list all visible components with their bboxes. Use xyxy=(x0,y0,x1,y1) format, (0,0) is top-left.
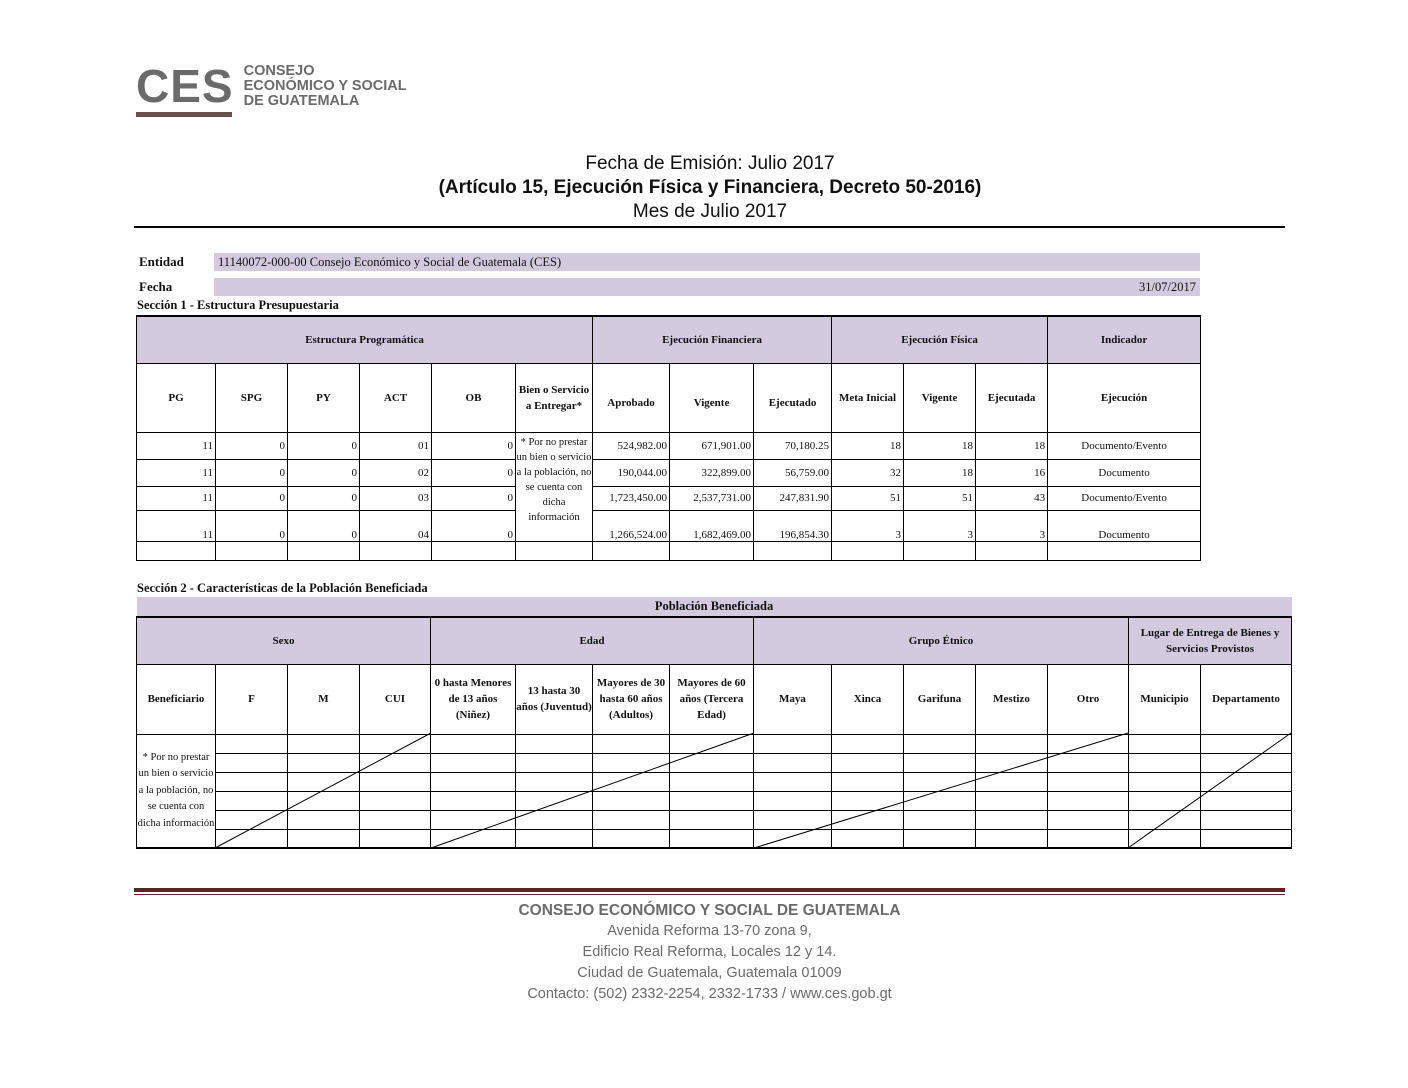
empty-cell xyxy=(976,753,1048,772)
cell-pg: 11 xyxy=(137,510,216,541)
cell-aprobado: 1,266,524.00 xyxy=(593,510,670,541)
cell-vigente: 1,682,469.00 xyxy=(670,510,754,541)
empty-cell xyxy=(754,734,832,753)
empty-cell xyxy=(360,791,431,810)
empty-cell xyxy=(670,753,754,772)
col-ninez: 0 hasta Menores de 13 años (Niñez) xyxy=(431,664,516,734)
empty-cell xyxy=(976,772,1048,791)
footer xyxy=(134,900,1285,1005)
empty-cell xyxy=(1129,772,1201,791)
empty-cell xyxy=(1201,829,1292,848)
empty-cell xyxy=(431,829,516,848)
empty-cell xyxy=(832,772,904,791)
cell-ejecutado: 56,759.00 xyxy=(754,459,832,486)
ces-logo xyxy=(136,60,407,112)
col-cui: CUI xyxy=(360,664,431,734)
col-pg: PG xyxy=(137,363,216,432)
footer-divider-thin xyxy=(134,894,1285,895)
empty-cell xyxy=(904,829,976,848)
cell-act: 04 xyxy=(360,510,432,541)
cell-ejecutada: 18 xyxy=(976,432,1048,459)
col-ejecutada: Ejecutada xyxy=(976,363,1048,432)
empty-cell xyxy=(1201,810,1292,829)
cell-meta: 32 xyxy=(832,459,904,486)
empty-cell xyxy=(360,810,431,829)
empty-cell xyxy=(832,791,904,810)
cell-act: 02 xyxy=(360,459,432,486)
empty-cell xyxy=(593,541,670,560)
empty-cell xyxy=(288,753,360,772)
col-meta-inicial: Meta Inicial xyxy=(832,363,904,432)
empty-cell xyxy=(976,810,1048,829)
empty-cell xyxy=(670,810,754,829)
empty-cell xyxy=(431,734,516,753)
group-sexo: Sexo xyxy=(137,617,431,664)
empty-cell xyxy=(1048,753,1129,772)
cell-vigente-fisica: 18 xyxy=(904,459,976,486)
cell-aprobado: 524,982.00 xyxy=(593,432,670,459)
empty-cell xyxy=(1048,829,1129,848)
table-row xyxy=(137,316,1201,363)
empty-cell xyxy=(976,734,1048,753)
table-row xyxy=(137,753,1292,772)
empty-cell xyxy=(754,810,832,829)
footer-contact: Contacto: (502) 2332-2254, 2332-1733 / www.ces.gob.gt xyxy=(527,986,892,1002)
empty-cell xyxy=(431,772,516,791)
table-row xyxy=(137,810,1292,829)
cell-aprobado: 1,723,450.00 xyxy=(593,486,670,510)
table-row xyxy=(137,486,1201,510)
logo-text xyxy=(244,64,407,109)
cell-spg: 0 xyxy=(216,486,288,510)
col-aprobado: Aprobado xyxy=(593,363,670,432)
group-estructura-programatica: Estructura Programática xyxy=(137,316,593,363)
empty-cell xyxy=(593,772,670,791)
empty-cell xyxy=(593,791,670,810)
cell-ejecutado: 70,180.25 xyxy=(754,432,832,459)
empty-cell xyxy=(1048,810,1129,829)
empty-cell xyxy=(904,791,976,810)
cell-ob: 0 xyxy=(432,459,516,486)
table-row xyxy=(137,432,1201,459)
poblacion-banner: Población Beneficiada xyxy=(137,597,1292,617)
group-ejecucion-financiera: Ejecución Financiera xyxy=(593,316,832,363)
group-ejecucion-fisica: Ejecución Física xyxy=(832,316,1048,363)
empty-cell xyxy=(670,791,754,810)
empty-cell xyxy=(360,772,431,791)
cell-vigente: 2,537,731.00 xyxy=(670,486,754,510)
empty-cell xyxy=(516,772,593,791)
cell-ob: 0 xyxy=(432,432,516,459)
cell-ejecutada: 16 xyxy=(976,459,1048,486)
table-row xyxy=(137,363,1201,432)
table-row xyxy=(137,459,1201,486)
empty-cell xyxy=(516,753,593,772)
empty-cell xyxy=(976,541,1048,560)
empty-cell xyxy=(754,829,832,848)
col-garifuna: Garifuna xyxy=(904,664,976,734)
logo-line: DE GUATEMALA xyxy=(243,92,360,109)
cell-ejecutado: 247,831.90 xyxy=(754,486,832,510)
empty-cell xyxy=(1048,734,1129,753)
empty-cell xyxy=(431,791,516,810)
section2-title: Sección 2 - Características de la Población Beneficiada xyxy=(137,581,428,595)
table-row xyxy=(137,664,1292,734)
table-row-empty xyxy=(137,541,1201,560)
cell-meta: 51 xyxy=(832,486,904,510)
empty-cell xyxy=(670,734,754,753)
col-adultos: Mayores de 30 hasta 60 años (Adultos) xyxy=(593,664,670,734)
table-row xyxy=(137,791,1292,810)
footer-address-3: Ciudad de Guatemala, Guatemala 01009 xyxy=(577,965,842,981)
empty-cell xyxy=(1129,753,1201,772)
empty-cell xyxy=(593,734,670,753)
cell-indicador: Documento/Evento xyxy=(1048,432,1201,459)
col-act: ACT xyxy=(360,363,432,432)
cell-py: 0 xyxy=(288,432,360,459)
footer-address-1: Avenida Reforma 13-70 zona 9, xyxy=(607,923,812,939)
col-ejecucion: Ejecución xyxy=(1048,363,1201,432)
col-municipio: Municipio xyxy=(1129,664,1201,734)
entidad-value: 11140072-000-00 Consejo Económico y Social de Guatemala (CES) xyxy=(214,253,1200,271)
col-xinca: Xinca xyxy=(832,664,904,734)
col-vigente-fisica: Vigente xyxy=(904,363,976,432)
cell-ejecutado: 196,854.30 xyxy=(754,510,832,541)
empty-cell xyxy=(593,753,670,772)
group-edad: Edad xyxy=(431,617,754,664)
empty-cell xyxy=(832,541,904,560)
empty-cell xyxy=(976,829,1048,848)
empty-cell xyxy=(216,791,288,810)
empty-cell xyxy=(516,791,593,810)
cell-spg: 0 xyxy=(216,432,288,459)
cell-vigente-fisica: 3 xyxy=(904,510,976,541)
empty-cell xyxy=(1048,791,1129,810)
empty-cell xyxy=(288,810,360,829)
table-row xyxy=(137,617,1292,664)
cell-ob: 0 xyxy=(432,510,516,541)
col-m: M xyxy=(288,664,360,734)
group-indicador: Indicador xyxy=(1048,316,1201,363)
empty-cell xyxy=(288,791,360,810)
empty-cell xyxy=(1129,734,1201,753)
table-row xyxy=(137,829,1292,848)
empty-cell xyxy=(137,541,216,560)
col-mestizo: Mestizo xyxy=(976,664,1048,734)
empty-cell xyxy=(904,541,976,560)
empty-cell xyxy=(1129,829,1201,848)
cell-indicador: Documento xyxy=(1048,510,1201,541)
budget-structure-table xyxy=(136,315,1201,561)
col-juventud: 13 hasta 30 años (Juventud) xyxy=(516,664,593,734)
table-row xyxy=(137,734,1292,753)
cell-ejecutada: 43 xyxy=(976,486,1048,510)
col-bien-servicio: Bien o Servicio a Entregar* xyxy=(516,363,593,432)
footer-divider xyxy=(134,888,1285,892)
cell-py: 0 xyxy=(288,486,360,510)
col-beneficiario: Beneficiario xyxy=(137,664,216,734)
empty-cell xyxy=(288,734,360,753)
cell-vigente-fisica: 18 xyxy=(904,432,976,459)
empty-cell xyxy=(431,753,516,772)
empty-cell xyxy=(976,791,1048,810)
empty-cell xyxy=(832,829,904,848)
empty-cell xyxy=(1129,791,1201,810)
col-spg: SPG xyxy=(216,363,288,432)
empty-cell xyxy=(360,753,431,772)
cell-meta: 18 xyxy=(832,432,904,459)
cell-py: 0 xyxy=(288,510,360,541)
empty-cell xyxy=(904,810,976,829)
empty-cell xyxy=(516,541,593,560)
footer-title: CONSEJO ECONÓMICO Y SOCIAL DE GUATEMALA xyxy=(518,902,901,919)
article-title: (Artículo 15, Ejecución Física y Financiera, Decreto 50-2016) xyxy=(438,177,982,198)
cell-spg: 0 xyxy=(216,459,288,486)
document-title xyxy=(136,152,1284,224)
empty-cell xyxy=(516,810,593,829)
cell-pg: 11 xyxy=(137,486,216,510)
group-lugar-entrega: Lugar de Entrega de Bienes y Servicios Provistos xyxy=(1129,617,1292,664)
empty-cell xyxy=(904,734,976,753)
empty-cell xyxy=(1201,772,1292,791)
col-otro: Otro xyxy=(1048,664,1129,734)
empty-cell xyxy=(216,753,288,772)
col-ejecutado: Ejecutado xyxy=(754,363,832,432)
empty-cell xyxy=(904,772,976,791)
col-maya: Maya xyxy=(754,664,832,734)
empty-cell xyxy=(360,829,431,848)
col-py: PY xyxy=(288,363,360,432)
table-row xyxy=(137,510,1201,541)
issue-date: Fecha de Emisión: Julio 2017 xyxy=(585,153,835,174)
title-divider xyxy=(134,226,1285,228)
empty-cell xyxy=(832,753,904,772)
cell-act: 01 xyxy=(360,432,432,459)
section1-title: Sección 1 - Estructura Presupuestaria xyxy=(137,298,339,312)
empty-cell xyxy=(1201,734,1292,753)
cell-pg: 11 xyxy=(137,459,216,486)
empty-cell xyxy=(288,772,360,791)
col-vigente: Vigente xyxy=(670,363,754,432)
empty-cell xyxy=(1048,541,1201,560)
empty-cell xyxy=(431,810,516,829)
empty-cell xyxy=(593,810,670,829)
empty-cell xyxy=(593,829,670,848)
footer-address-2: Edificio Real Reforma, Locales 12 y 14. xyxy=(582,944,837,960)
empty-cell xyxy=(754,541,832,560)
col-f: F xyxy=(216,664,288,734)
cell-py: 0 xyxy=(288,459,360,486)
logo-line: CONSEJO xyxy=(243,62,315,79)
empty-cell xyxy=(1048,772,1129,791)
empty-cell xyxy=(216,810,288,829)
fecha-value: 31/07/2017 xyxy=(214,278,1200,296)
empty-cell xyxy=(1201,791,1292,810)
empty-cell xyxy=(832,734,904,753)
empty-cell xyxy=(288,541,360,560)
cell-indicador: Documento/Evento xyxy=(1048,486,1201,510)
group-grupo-etnico: Grupo Étnico xyxy=(754,617,1129,664)
empty-cell xyxy=(216,541,288,560)
empty-cell xyxy=(754,772,832,791)
empty-cell xyxy=(670,772,754,791)
bien-servicio-note: * Por no prestar un bien o servicio a la población, no se cuenta con dicha información xyxy=(516,432,593,541)
cell-vigente-fisica: 51 xyxy=(904,486,976,510)
empty-cell xyxy=(1129,810,1201,829)
cell-meta: 3 xyxy=(832,510,904,541)
empty-cell xyxy=(360,734,431,753)
cell-pg: 11 xyxy=(137,432,216,459)
empty-cell xyxy=(216,734,288,753)
empty-cell xyxy=(904,753,976,772)
empty-cell xyxy=(516,829,593,848)
col-departamento: Departamento xyxy=(1201,664,1292,734)
empty-cell xyxy=(360,541,432,560)
cell-ejecutada: 3 xyxy=(976,510,1048,541)
empty-cell xyxy=(670,829,754,848)
cell-spg: 0 xyxy=(216,510,288,541)
col-ob: OB xyxy=(432,363,516,432)
population-table xyxy=(136,597,1292,849)
logo-line: ECONÓMICO Y SOCIAL xyxy=(243,77,407,94)
empty-cell xyxy=(754,791,832,810)
cell-vigente: 322,899.00 xyxy=(670,459,754,486)
entidad-label: Entidad xyxy=(139,254,184,269)
empty-cell xyxy=(670,541,754,560)
empty-cell xyxy=(1201,753,1292,772)
cell-vigente: 671,901.00 xyxy=(670,432,754,459)
empty-cell xyxy=(516,734,593,753)
empty-cell xyxy=(216,772,288,791)
cell-indicador: Documento xyxy=(1048,459,1201,486)
empty-cell xyxy=(832,810,904,829)
fecha-label: Fecha xyxy=(139,279,173,294)
table-row xyxy=(137,772,1292,791)
report-month: Mes de Julio 2017 xyxy=(632,201,788,222)
cell-aprobado: 190,044.00 xyxy=(593,459,670,486)
cell-act: 03 xyxy=(360,486,432,510)
empty-cell xyxy=(216,829,288,848)
col-tercera-edad: Mayores de 60 años (Tercera Edad) xyxy=(670,664,754,734)
beneficiario-note: * Por no prestar un bien o servicio a la población, no se cuenta con dicha información xyxy=(137,734,216,848)
empty-cell xyxy=(288,829,360,848)
table-row xyxy=(137,597,1292,617)
cell-ob: 0 xyxy=(432,486,516,510)
empty-cell xyxy=(754,753,832,772)
logo-mark: CES xyxy=(136,60,234,112)
empty-cell xyxy=(432,541,516,560)
